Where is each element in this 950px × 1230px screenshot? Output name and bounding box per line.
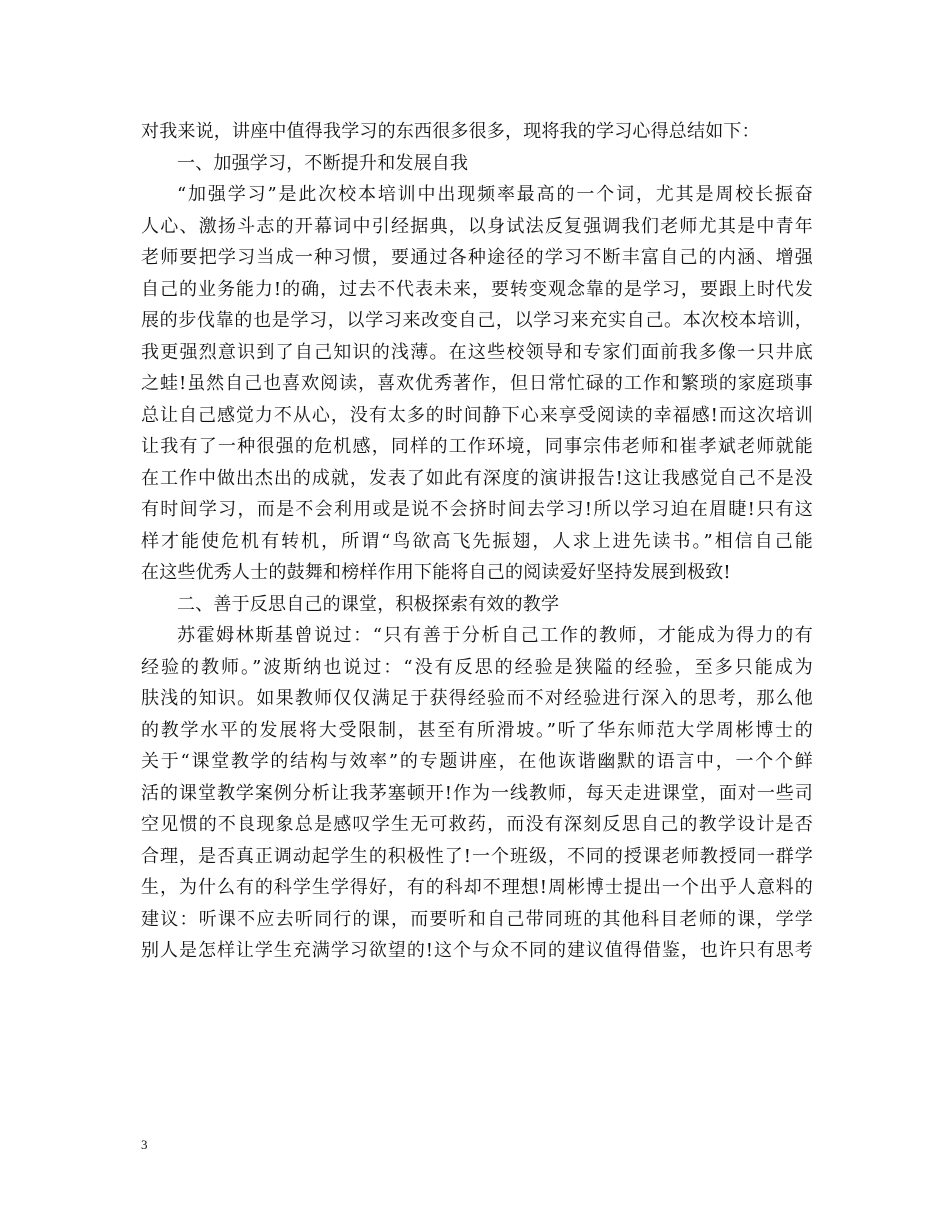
- text-line: 空见惯的不良现象总是感叹学生无可救药，而没有深刻反思自己的教学设计是否: [141, 814, 813, 835]
- text-line: 让我有了一种很强的危机感，同样的工作环境，同事宗伟老师和崔孝斌老师就能: [141, 436, 813, 457]
- body-text: [141, 116, 813, 967]
- section-heading-2: 二、善于反思自己的课堂，积极探索有效的教学: [177, 593, 560, 615]
- text-line: 展的步伐靠的也是学习，以学习来改变自己，以学习来充实自己。本次校本培训，: [141, 310, 813, 331]
- text-line: 在工作中做出杰出的成就，发表了如此有深度的演讲报告!这让我感觉自己不是没: [141, 467, 813, 489]
- text-line: 关于“课堂教学的结构与效率”的专题讲座，在他诙谐幽默的语言中，一个个鲜: [141, 751, 813, 772]
- text-line: 生，为什么有的科学生学得好，有的科却不理想!周彬博士提出一个出乎人意料的: [141, 877, 813, 898]
- text-line: 在这些优秀人士的鼓舞和榜样作用下能将自己的阅读爱好坚持发展到极致!: [141, 562, 731, 583]
- text-line: 建议：听课不应去听同行的课，而要听和自己带同班的其他科目老师的课，学学: [141, 908, 813, 930]
- text-line: 有时间学习，而是不会利用或是说不会挤时间去学习!所以学习迫在眉睫!只有这: [141, 499, 813, 520]
- text-line: 我更强烈意识到了自己知识的浅薄。在这些校领导和专家们面前我多像一只井底: [141, 341, 813, 363]
- text-line: 肤浅的知识。如果教师仅仅满足于获得经验而不对经验进行深入的思考，那么他: [141, 688, 813, 709]
- text-line: “加强学习”是此次校本培训中出现频率最高的一个词，尤其是周校长振奋: [177, 184, 813, 205]
- text-line: 人心、激扬斗志的开幕词中引经据典，以身试法反复强调我们老师尤其是中青年: [141, 215, 813, 237]
- text-line: 老师要把学习当成一种习惯，要通过各种途径的学习不断丰富自己的内涵、增强: [141, 247, 813, 268]
- page-number: 3: [141, 1137, 148, 1152]
- text-line: 总让自己感觉力不从心，没有太多的时间静下心来享受阅读的幸福感!而这次培训: [141, 404, 813, 426]
- text-line: 的教学水平的发展将大受限制，甚至有所滑坡。”听了华东师范大学周彬博士的: [141, 719, 813, 741]
- text-line: 别人是怎样让学生充满学习欲望的!这个与众不同的建议值得借鉴，也许只有思考: [141, 940, 813, 961]
- text-line: 样才能使危机有转机，所谓“鸟欲高飞先振翅，人求上进先读书。”相信自己能: [141, 530, 813, 552]
- text-line: 活的课堂教学案例分析让我茅塞顿开!作为一线教师，每天走进课堂，面对一些司: [141, 782, 813, 804]
- text-line: 对我来说，讲座中值得我学习的东西很多很多，现将我的学习心得总结如下：: [141, 121, 760, 142]
- text-line: 合理，是否真正调动起学生的积极性了!一个班级，不同的授课老师教授同一群学: [141, 845, 813, 867]
- section-heading-1: 一、加强学习，不断提升和发展自我: [177, 152, 469, 174]
- text-line: 之蛙!虽然自己也喜欢阅读，喜欢优秀著作，但日常忙碌的工作和繁琐的家庭琐事: [141, 373, 813, 394]
- text-line: 经验的教师。”波斯纳也说过：“没有反思的经验是狭隘的经验，至多只能成为: [141, 656, 813, 678]
- text-line: 苏霍姆林斯基曾说过：“只有善于分析自己工作的教师，才能成为得力的有: [177, 625, 813, 646]
- text-line: 自己的业务能力!的确，过去不代表未来，要转变观念靠的是学习，要跟上时代发: [141, 278, 813, 300]
